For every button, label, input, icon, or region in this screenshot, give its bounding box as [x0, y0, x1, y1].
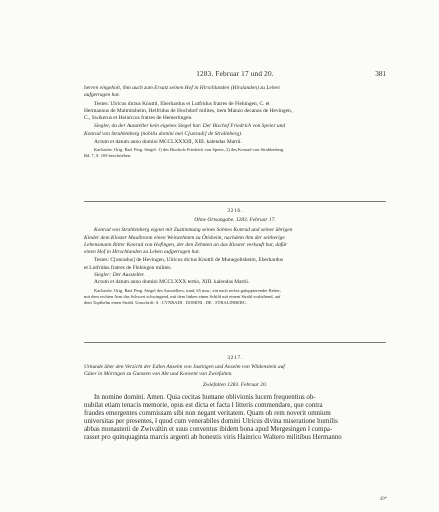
entry-note-line: mit dem rechten Arm das Schwert schwingend, mit dem linken einen Schild mit einem Strahl vorhaltend, auf — [84, 293, 281, 299]
page-number: 381 — [375, 70, 386, 78]
previous-entry-note-line: Bd. 7, S. 169 beschrieben. — [84, 153, 132, 159]
charter-text-line: abbas monasterii de Zwivaltin et suus conventus ibidem bona apud Mergesingen ł compa- — [84, 426, 333, 434]
previous-entry-sigler-line: Konrad von Strahlenberg (nobilis domini mei C[unradi] de Stralinberg). — [84, 130, 243, 137]
previous-entry-actum: Actum et datum anno domini MCCLXXXIII, XIII. kalendas Martii. — [94, 139, 242, 146]
section-divider — [84, 201, 386, 202]
entry-summary-line: Kinder dem Kloster Maulbronn einen Weinzehnten zu Ötisheim, nachdem ihm der seitherige — [84, 234, 285, 241]
previous-entry-witness-line: Hermannus de Malmitsheim, Helfridus de Hochdorf milites, item Manzo decanus de Hevingen, — [84, 107, 293, 114]
entry-actum: Actum et datum anno domini MCCLXXX tertio, XIII. kalendas Martii. — [94, 279, 250, 286]
charter-text-line: rasset pro quinquaginta marcis argenti ab honestis viris Hainrico Waltero militibus Hermanno — [84, 434, 342, 442]
previous-entry-witness-line: C., Swikerus et Heinricus fratres de Hemertingen. — [84, 115, 193, 122]
entry-place-date: Ohne Ortsangabe. 1283. Februar 17. — [194, 217, 276, 223]
entry-number: 3216. — [227, 208, 243, 214]
entry-witness-line: et Lutfridus fratres de Flehingen milites. — [84, 264, 172, 271]
entry-summary-line: Lehensmann Ritter Konrad von Hofingen, der den Zehnten an das Kloster verkauft hat, dafür — [84, 241, 288, 248]
page-header — [84, 70, 386, 82]
entry-summary-line: einen Hof in Hirschlanden zu Lehen aufgetragen hat. — [84, 249, 200, 256]
charter-text-line: universitas per presentes, ł quod cum venerabiles domini Ulricus divina miseratione humilis — [84, 418, 338, 426]
previous-entry-summary-line: herren eingeholt, ihm auch zum Ersatz seinen Hof in Hirschlanden (Hirslanden) zu Lehen — [84, 85, 280, 91]
entry-3216 — [84, 208, 386, 306]
previous-entry-witness-line: Testes: Ulricus dictus Knuttil, Eberhardus et Lutfridus fratres de Flehingen, C. et — [94, 100, 270, 107]
entry-witness-line: Testes: C[unradus] de Hevingen, Ulricus dictus Knuttil de Munegoltsheim, Eberhardus — [94, 257, 284, 264]
entry-place-date: Zwiefalten 1283. Februar 20. — [202, 381, 268, 388]
entry-sigler: Siegler: Der Aussteller. — [94, 272, 145, 279]
entry-3217 — [84, 355, 386, 442]
entry-note-line: dem Topfhelm einen Strahl. Umschrift: S . CVNRADI . DOMINI . DE . STRALINBERC. — [84, 299, 247, 305]
previous-entry — [84, 85, 386, 160]
entry-summary-line: Urkunde über den Verzicht der Edlen Anselm von Justingen und Anselm von Wildenstein auf — [84, 364, 285, 370]
entry-summary-line: Güter in Möringen zu Gunsten von Abt und Konvent von Zwiefalten. — [84, 371, 233, 378]
signature-mark: 49* — [379, 497, 387, 502]
section-divider — [84, 342, 386, 343]
entry-number: 3217. — [227, 355, 243, 361]
charter-text-line: fraudes emergentes commissam sibi non negant veritatem. Quam ob rem noverit omnium — [84, 410, 331, 418]
running-head: 1283. Februar 17 und 20. — [196, 70, 274, 78]
charter-text-line: nubilat etiam tenacis memorie, opus est dicta et facta ł litteris commendare, que contra — [84, 401, 323, 409]
entry-note-line: Karlsruhe. Orig. Bad. Perg. Siegel des Ausstellers, rund, 65 mm.; ein nach rechts galoppierender Reiter, — [94, 287, 281, 293]
previous-entry-summary-line: aufgetragen hat. — [84, 92, 120, 99]
previous-entry-note-line: Karlsruhe. Orig. Bad. Perg. Siegel: 1) des Bischofs Friedrich von Speier, 2) des Konrad von Strahlenberg — [94, 147, 284, 153]
charter-text-line: In nomine domini. Amen. Quia cecitas humane oblivionis lucem frequentius ob- — [94, 393, 316, 401]
entry-summary-line: Konrad von Strahlenberg eignet mit Zustimmung seines Sohnes Konrad und seiner übrigen — [94, 227, 293, 234]
previous-entry-sigler-line: Siegler, da der Aussteller kein eigenes Siegel hat: Der Bischof Friedrich von Speier und — [94, 123, 286, 130]
